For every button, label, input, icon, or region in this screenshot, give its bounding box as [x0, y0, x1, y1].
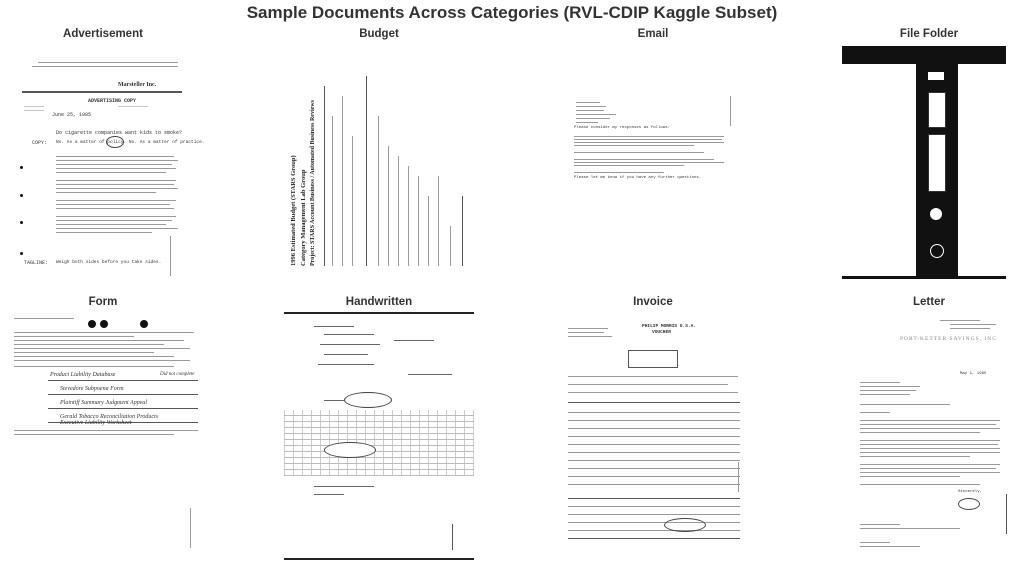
email-document	[570, 56, 740, 288]
category-title-invoice: Invoice	[633, 296, 673, 308]
file-folder-document	[842, 46, 1006, 280]
category-title-advertisement: Advertisement	[63, 28, 143, 40]
handwritten-document	[284, 312, 474, 560]
advertisement-closing-label: TAGLINE:	[24, 260, 49, 266]
advertisement-brand: Marsteller Inc.	[118, 82, 157, 88]
form-entry-1: Product Liability Database	[50, 372, 116, 378]
invoice-company: PHILIP MORRIS U.S.A.	[642, 324, 697, 329]
letter-closing: Sincerely,	[958, 490, 983, 494]
cell-budget	[276, 28, 482, 288]
category-title-letter: Letter	[913, 296, 945, 308]
advertisement-heading: ADVERTISING COPY	[88, 98, 137, 104]
cell-email	[550, 28, 756, 288]
email-greeting: Please consider my responses as follows:	[574, 126, 671, 130]
budget-project: Project: STARS Account Business / Automated Business Reviews	[310, 100, 316, 266]
advertisement-date: June 25, 1985	[52, 112, 92, 118]
letter-document	[840, 314, 1016, 554]
email-closing: Please let me know if you have any further questions.	[574, 176, 702, 180]
form-entry-4: Gerald Tobacco Reconciliation Products	[60, 414, 159, 420]
cell-letter	[826, 296, 1032, 558]
category-title-form: Form	[88, 296, 118, 308]
form-entry-5: Executive Liability Worksheet	[60, 420, 132, 426]
form-note: Did not complete	[160, 372, 195, 377]
cell-form	[0, 296, 206, 558]
category-title-budget: Budget	[359, 28, 399, 40]
budget-title: 1996 Estimated Budget (STARS Group)	[290, 155, 297, 266]
letter-letterhead: PORT-KETTER SAVINGS, INC	[900, 336, 997, 342]
invoice-doc-type: VOUCHER	[652, 330, 671, 335]
advertisement-copy-line: No. As a matter of policy. No. As a matter of practice.	[56, 140, 205, 145]
cell-handwritten	[276, 296, 482, 558]
cell-invoice	[550, 296, 756, 558]
budget-document	[286, 56, 472, 288]
cell-file-folder	[826, 28, 1032, 288]
category-title-file-folder: File Folder	[899, 28, 959, 40]
advertisement-closing: Weigh both sides before you take sides.	[56, 260, 162, 265]
advertisement-headline: Do cigarette companies want kids to smoke?	[56, 130, 183, 136]
invoice-document	[564, 322, 744, 554]
letter-date: May 1, 1985	[960, 372, 987, 376]
category-title-handwritten: Handwritten	[345, 296, 413, 308]
category-title-email: Email	[637, 28, 669, 40]
advertisement-copy-label: COPY:	[32, 140, 48, 146]
budget-subtitle: Category Management Lab Group	[300, 169, 307, 266]
form-entry-2: Stevedore Subpoena Form	[60, 386, 124, 392]
page-title: Sample Documents Across Categories (RVL-CDIP Kaggle Subset)	[246, 3, 778, 22]
form-document	[10, 314, 198, 554]
cell-advertisement	[0, 28, 206, 288]
form-entry-3: Plaintiff Summary Judgment Appeal	[60, 400, 148, 406]
advertisement-document	[18, 56, 205, 288]
